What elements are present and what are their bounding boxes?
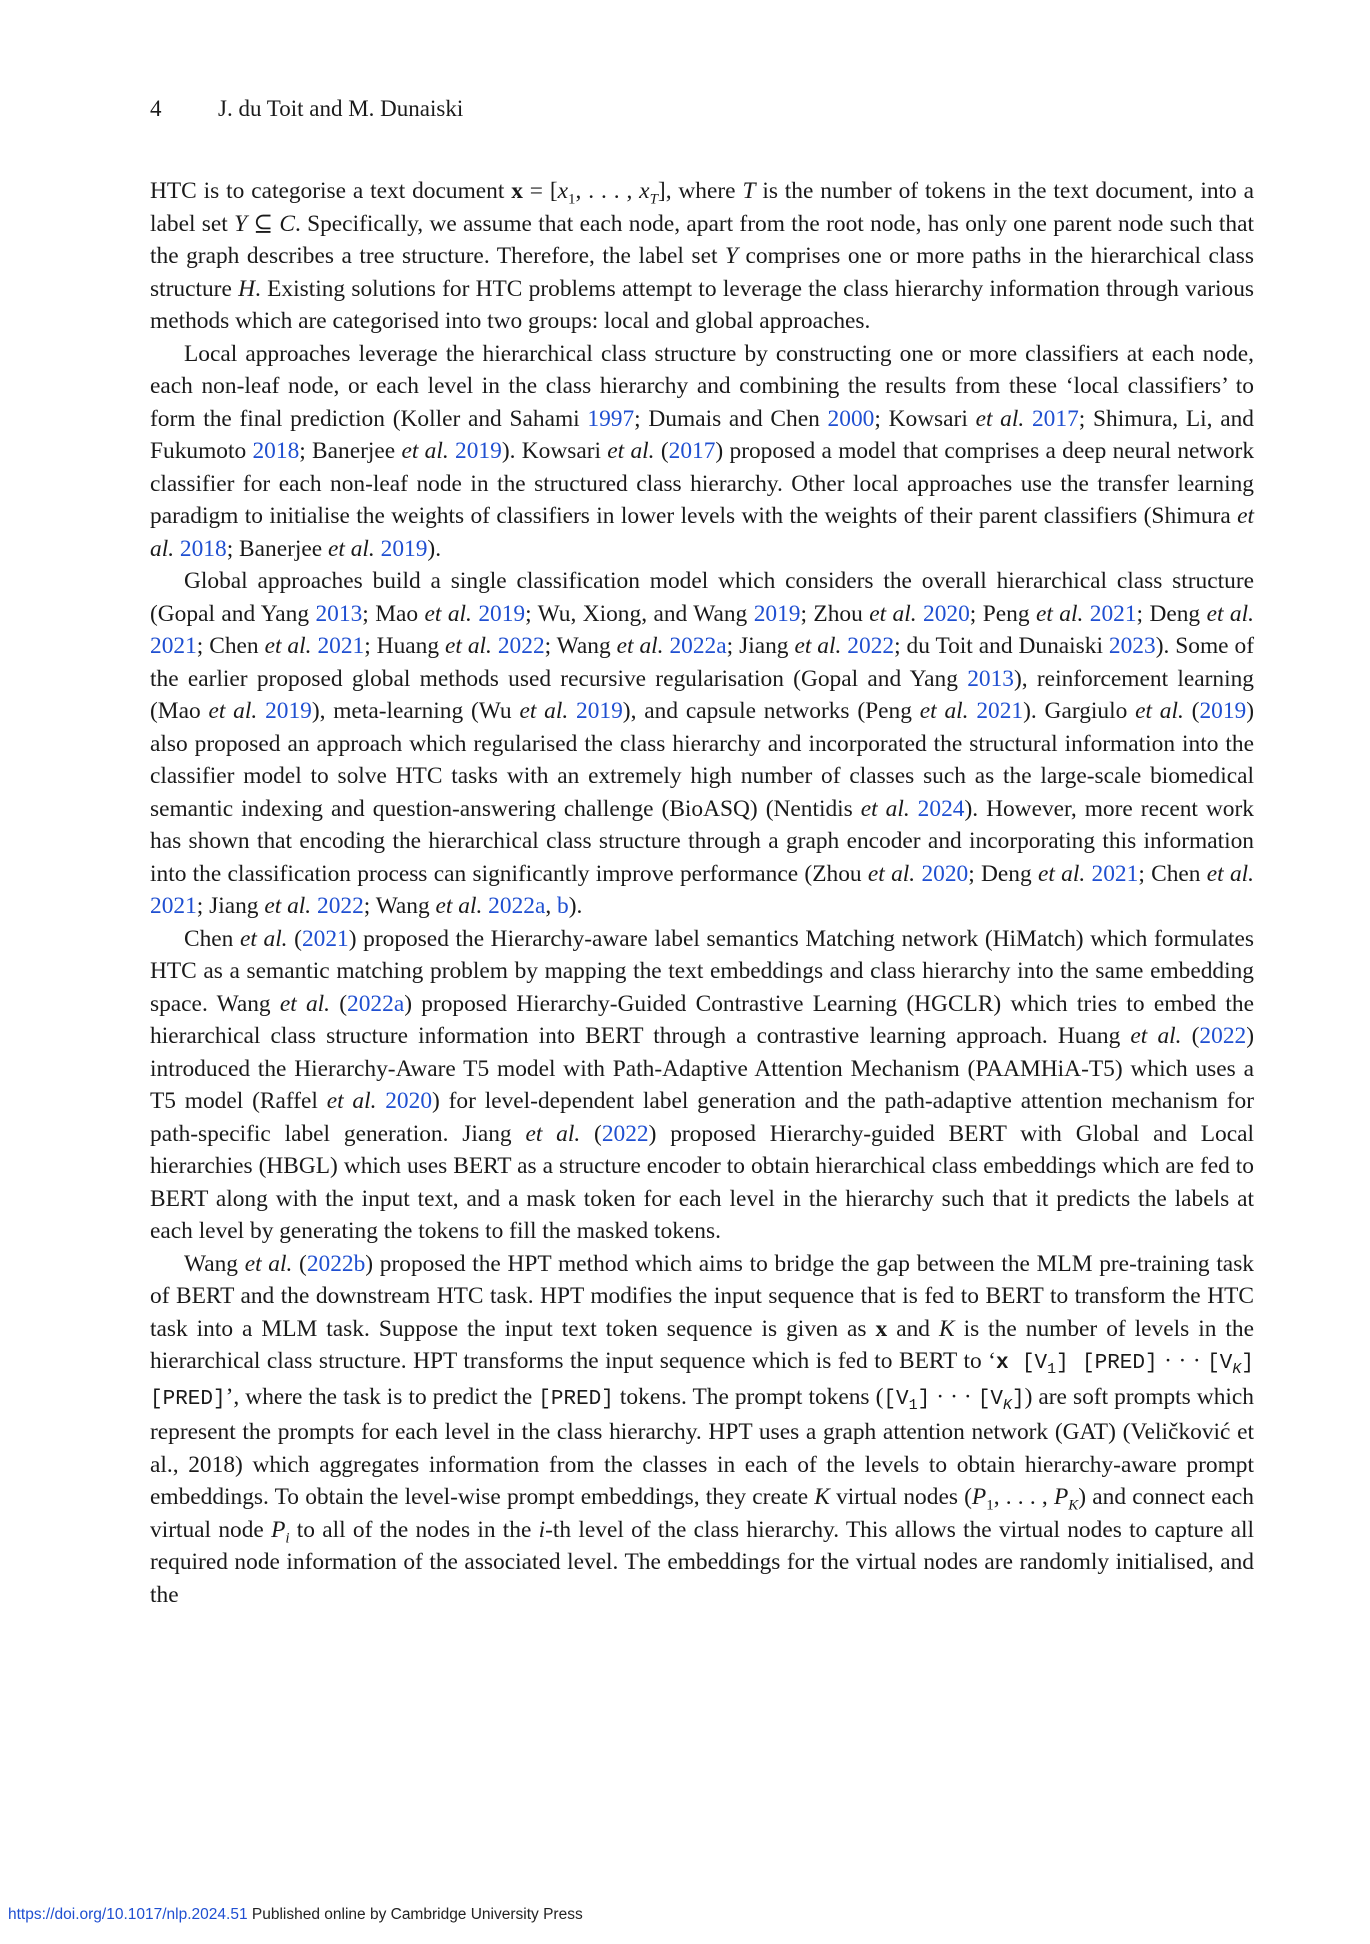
- publisher-note: Published online by Cambridge University Press: [247, 1906, 583, 1923]
- citation-link[interactable]: 2013: [315, 600, 363, 627]
- citation-link[interactable]: 2018: [179, 535, 227, 562]
- citation-link[interactable]: 2019: [576, 698, 623, 724]
- citation-link[interactable]: 2017: [1031, 405, 1079, 432]
- citation-link[interactable]: 2019: [380, 535, 428, 562]
- citation-link[interactable]: 2019: [1199, 698, 1247, 724]
- citation-link[interactable]: 2022: [317, 893, 364, 919]
- citation-link[interactable]: 2020: [921, 860, 969, 887]
- paragraph: Global approaches build a single classification model which considers the overall hierarchical class structure (Gopal and Yang 2013; Mao et al. 2019; Wu, Xiong, and Wang 2019; Zhou et al. 2020; Peng et al. 2021; Deng et al. 2021; Chen et al. 2021; Huang et al. 2022; Wang et al. 2022a; Jiang et al. 2022; du Toit and Dunaiski 2023). Some of the earlier proposed global methods used recursive regularisation (Gopal and Yang 2013), reinforcement learning (Mao et al. 2019), meta-learning (Wu et al. 2019), and capsule networks (Peng et al. 2021). Gargiulo et al. (2019) also proposed an approach which regularised the class hierarchy and incorporated the structural information into the classifier model to solve HTC tasks with an extremely high number of classes such as the large-scale biomedical semantic indexing and question-answering challenge (BioASQ) (Nentidis et al. 2024). However, more recent work has shown that encoding the hierarchical class structure through a graph encoder and incorporating this information into the classification process can significantly improve performance (Zhou et al. 2020; Deng et al. 2021; Chen et al. 2021; Jiang et al. 2022; Wang et al. 2022a, b).: [150, 568, 1255, 919]
- citation-link[interactable]: 2022a: [488, 893, 546, 919]
- citation-link[interactable]: 2021: [317, 633, 365, 659]
- page-footer: [8, 1906, 583, 1924]
- citation-link[interactable]: 2022: [847, 633, 895, 659]
- citation-link[interactable]: 2019: [455, 438, 502, 464]
- paragraph: Wang et al. (2022b) proposed the HPT method which aims to bridge the gap between the MLM pre-training task of BERT and the downstream HTC task. HPT modifies the input sequence that is fed to BERT to transform the HTC task into a MLM task. Suppose the input text token sequence is given as x and K is the number of levels in the hierarchical class structure. HPT transforms the input sequence which is fed to BERT to ‘x $[V_1]$ [PRED] · · · $[V_K]$ [PRED]’, where the task is to predict the [PRED] tokens. The prompt tokens ($[V_1]$ · · · $[V_K]$) are soft prompts which represent the prompts for each level in the class hierarchy. HPT uses a graph attention network (GAT) (Veličković et al., 2018) which aggregates information from the classes in each of the levels to obtain hierarchy-aware prompt embeddings. To obtain the level-wise prompt embeddings, they create K virtual nodes ($P_1$, . . . , $P_K$) and connect each virtual node $P_i$ to all of the nodes in the i-th level of the class hierarchy. This allows the virtual nodes to capture all required node information of the associated level. The embeddings for the virtual nodes are randomly initialised, and the: [150, 1250, 1254, 1608]
- citation-link[interactable]: 2022b: [306, 1250, 366, 1277]
- citation-link[interactable]: 2022a: [347, 990, 405, 1017]
- citation-link[interactable]: 2019: [478, 600, 526, 627]
- citation-link[interactable]: 2022a: [669, 633, 727, 659]
- paragraph: Local approaches leverage the hierarchical class structure by constructing one or more classifiers at each node, each non-leaf node, or each level in the class hierarchy and combining the results from these ‘local classifiers’ to form the final prediction (Koller and Sahami 1997; Dumais and Chen 2000; Kowsari et al. 2017; Shimura, Li, and Fukumoto 2018; Banerjee et al. 2019). Kowsari et al. (2017) proposed a model that comprises a deep neural network classifier for each non-leaf node in the structured class hierarchy. Other local approaches use the transfer learning paradigm to initialise the weights of classifiers in lower levels with the weights of their parent classifiers (Shimura et al. 2018; Banerjee et al. 2019).: [150, 340, 1255, 562]
- citation-link[interactable]: 2022: [1199, 1023, 1247, 1049]
- citation-link[interactable]: 2019: [265, 698, 312, 724]
- citation-link[interactable]: 2021: [976, 698, 1024, 724]
- citation-link[interactable]: b: [557, 893, 569, 919]
- citation-link[interactable]: 2019: [753, 600, 801, 627]
- body-text: [150, 175, 1254, 1611]
- citation-link[interactable]: 2013: [967, 665, 1014, 692]
- citation-link[interactable]: 2022: [601, 1120, 649, 1147]
- citation-link[interactable]: 2017: [668, 438, 716, 464]
- citation-link[interactable]: 2021: [150, 633, 197, 659]
- page-number: 4: [150, 96, 162, 121]
- citation-link[interactable]: 1997: [587, 405, 635, 432]
- running-header: [150, 96, 463, 122]
- citation-link[interactable]: 2021: [1089, 600, 1137, 627]
- doi-link[interactable]: https://doi.org/10.1017/nlp.2024.51: [8, 1906, 248, 1923]
- citation-link[interactable]: 2020: [385, 1088, 433, 1114]
- citation-link[interactable]: 2021: [150, 893, 197, 919]
- citation-link[interactable]: 2000: [827, 405, 875, 432]
- running-head-authors: J. du Toit and M. Dunaiski: [218, 96, 464, 121]
- citation-link[interactable]: 2022: [497, 633, 545, 659]
- citation-link[interactable]: 2021: [301, 925, 349, 952]
- citation-link[interactable]: 2021: [1091, 860, 1139, 887]
- paragraph: HTC is to categorise a text document $x = [x_1$, . . . , $x_T$], where T is the number of tokens in the text document, into a label set Y ⊆ C. Specifically, we assume that each node, apart from the root node, has only one parent node such that the graph describes a tree structure. Therefore, the label set Y comprises one or more paths in the hierarchical class structure H. Existing solutions for HTC problems attempt to leverage the class hierarchy information through various methods which are categorised into two groups: local and global approaches.: [150, 178, 1255, 334]
- citation-link[interactable]: 2018: [252, 438, 300, 464]
- paragraph: Chen et al. (2021) proposed the Hierarchy-aware label semantics Matching network (HiMatch) which formulates HTC as a semantic matching problem by mapping the text embeddings and class hierarchy into the same embedding space. Wang et al. (2022a) proposed Hierarchy-Guided Contrastive Learning (HGCLR) which tries to embed the hierarchical class structure information into BERT through a contrastive learning approach. Huang et al. (2022) introduced the Hierarchy-Aware T5 model with Path-Adaptive Attention Mechanism (PAAMHiA-T5) which uses a T5 model (Raffel et al. 2020) for level-dependent label generation and the path-adaptive attention mechanism for path-specific label generation. Jiang et al. (2022) proposed Hierarchy-guided BERT with Global and Local hierarchies (HBGL) which uses BERT as a structure encoder to obtain hierarchical class embeddings which are fed to BERT along with the input text, and a mask token for each level in the hierarchy such that it predicts the labels at each level by generating the tokens to fill the masked tokens.: [150, 925, 1255, 1244]
- citation-link[interactable]: 2024: [917, 795, 965, 822]
- citation-link[interactable]: 2020: [923, 600, 970, 627]
- citation-link[interactable]: 2023: [1108, 633, 1156, 659]
